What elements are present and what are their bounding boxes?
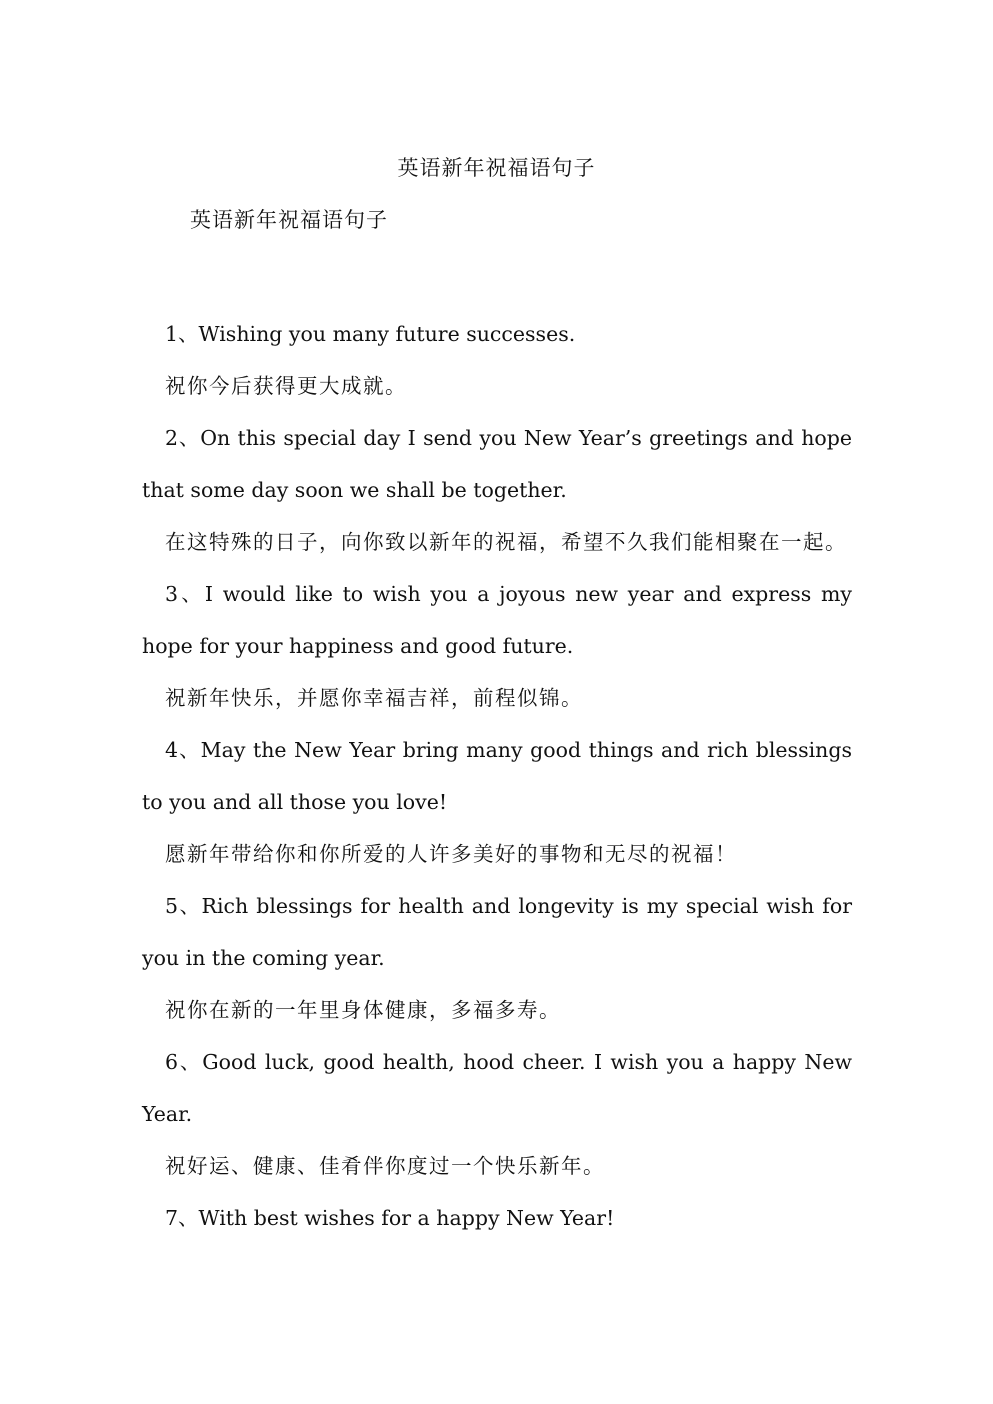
- wish-3-chinese: 祝新年快乐，并愿你幸福吉祥，前程似锦。: [165, 686, 583, 710]
- document-body: [142, 308, 852, 1244]
- wish-7-english: 7、With best wishes for a happy New Year!: [165, 1206, 615, 1230]
- wish-4-chinese: 愿新年带给你和你所爱的人许多美好的事物和无尽的祝福！: [165, 842, 737, 866]
- wish-5-english: 5、Rich blessings for health and longevity is my special wish for you in the coming year.: [142, 894, 852, 970]
- wish-3-english: 3、I would like to wish you a joyous new year and express my hope for your happiness and good future.: [142, 582, 852, 658]
- wish-1-english: 1、Wishing you many future successes.: [165, 322, 576, 346]
- wish-5-chinese: 祝你在新的一年里身体健康，多福多寿。: [165, 998, 561, 1022]
- wish-6-english: 6、Good luck, good health, hood cheer. I wish you a happy New Year.: [142, 1050, 852, 1126]
- wish-6-chinese: 祝好运、健康、佳肴伴你度过一个快乐新年。: [165, 1154, 605, 1178]
- wish-2-chinese: 在这特殊的日子，向你致以新年的祝福，希望不久我们能相聚在一起。: [165, 530, 847, 554]
- wish-4-english: 4、May the New Year bring many good things and rich blessings to you and all those you love!: [142, 738, 852, 814]
- wish-2-english: 2、On this special day I send you New Year’s greetings and hope that some day soon we shall be together.: [142, 426, 852, 502]
- wish-1-chinese: 祝你今后获得更大成就。: [165, 374, 407, 398]
- document-subtitle: 英语新年祝福语句子: [190, 208, 388, 232]
- document-title: 英语新年祝福语句子: [397, 156, 596, 180]
